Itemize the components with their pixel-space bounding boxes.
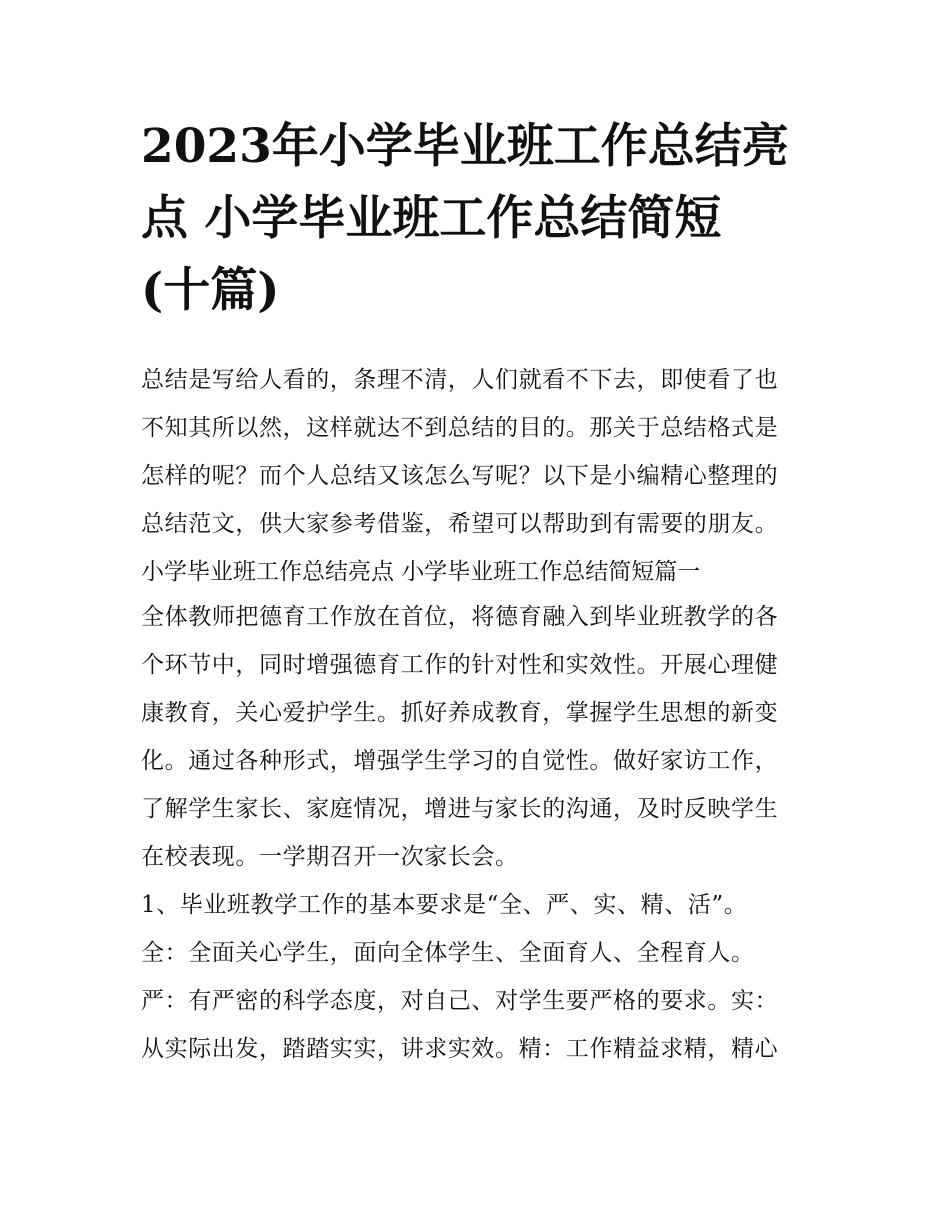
body-line: 化。通过各种形式，增强学生学习的自觉性。做好家访工作， (141, 748, 779, 774)
body-line: 个环节中，同时增强德育工作的针对性和实效性。开展心理健 (141, 652, 779, 678)
body-line: 全：全面关心学生，面向全体学生、全面育人、全程育人。 (141, 940, 755, 966)
body-line: 康教育，关心爱护学生。抓好养成教育，掌握学生思想的新变 (141, 700, 779, 726)
body-line: 怎样的呢？而个人总结又该怎么写呢？以下是小编精心整理的 (141, 463, 779, 489)
body-line: 全体教师把德育工作放在首位，将德育融入到毕业班教学的各 (141, 604, 779, 630)
title-line: (十篇) (141, 263, 280, 318)
title-line: 2023年小学毕业班工作总结亮 (141, 119, 789, 174)
body-line: 1、毕业班教学工作的基本要求是“全、严、实、精、活”。 (141, 892, 748, 918)
body-line: 在校表现。一学期召开一次家长会。 (141, 844, 519, 870)
body-line: 总结是写给人看的，条理不清，人们就看不下去，即使看了也 (141, 367, 779, 393)
title-line: 点 小学毕业班工作总结简短 (141, 191, 722, 246)
body-line: 从实际出发，踏踏实实，讲求实效。精：工作精益求精，精心 (141, 1036, 779, 1062)
body-line: 不知其所以然，这样就达不到总结的目的。那关于总结格式是 (141, 415, 779, 441)
document-title (141, 111, 821, 327)
document-body (141, 356, 821, 1073)
body-line: 严：有严密的科学态度，对自己、对学生要严格的要求。实： (141, 988, 779, 1014)
body-line: 总结范文，供大家参考借鉴，希望可以帮助到有需要的朋友。 (141, 511, 779, 537)
body-line: 了解学生家长、家庭情况，增进与家长的沟通，及时反映学生 (141, 796, 779, 822)
section-heading: 小学毕业班工作总结亮点 小学毕业班工作总结简短篇一 (141, 559, 701, 585)
